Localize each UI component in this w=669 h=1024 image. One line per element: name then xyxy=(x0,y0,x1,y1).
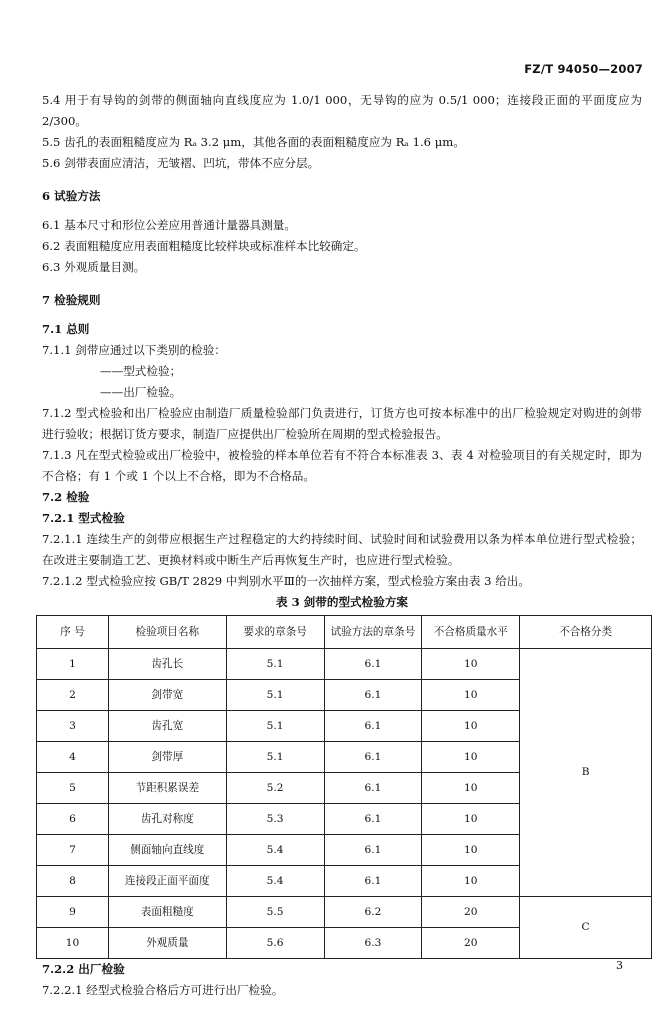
cell: 6.1 xyxy=(324,649,422,680)
cell: 10 xyxy=(422,649,520,680)
clause-7-1-2: 7.1.2 型式检验和出厂检验应由制造厂质量检验部门负责进行，订货方也可按本标准中的出厂检验规定对购进的剑带进行验收；根据订货方要求，制造厂应提供出厂检验所在周期的型式检验报告。 xyxy=(42,406,642,441)
cell: 7 xyxy=(37,835,109,866)
clause-7-1-1: 7.1.1 剑带应通过以下类别的检验： xyxy=(42,343,226,357)
table-caption: 表 3 剑带的型式检验方案 xyxy=(275,595,409,609)
cell: 1 xyxy=(37,649,109,680)
cell: 5 xyxy=(37,773,109,804)
cell: 5.1 xyxy=(226,742,324,773)
cell: 6.2 xyxy=(324,897,422,928)
clause-7-2-2-title: 7.2.2 出厂检验 xyxy=(42,962,125,976)
clause-6-1: 6.1 基本尺寸和形位公差应用普通计量器具测量。 xyxy=(42,218,296,232)
clause-7-2-1-2: 7.2.1.2 型式检验应按 GB/T 2829 中判别水平Ⅲ的一次抽样方案，型式检验方案由表 3 给出。 xyxy=(42,574,530,588)
cell: 5.4 xyxy=(226,866,324,897)
cell: 6.1 xyxy=(324,835,422,866)
clause-6-2: 6.2 表面粗糙度应用表面粗糙度比较样块或标准样本比较确定。 xyxy=(42,239,366,253)
list-item-type-test: ——型式检验； xyxy=(100,364,182,378)
cell: 20 xyxy=(422,897,520,928)
table-row xyxy=(37,649,652,680)
cell: 6 xyxy=(37,804,109,835)
inspection-table xyxy=(36,615,652,959)
clause-7-2-1-title: 7.2.1 型式检验 xyxy=(42,511,125,525)
clause-5-6: 5.6 剑带表面应清洁，无皱褶、凹坑，带体不应分层。 xyxy=(42,156,320,170)
header-cell: 试验方法的章条号 xyxy=(324,616,422,649)
clause-7-2-1-1: 7.2.1.1 连续生产的剑带应根据生产过程稳定的大约持续时间、试验时间和试验费用以条为样本单位进行型式检验；在改进主要制造工艺、更换材料或中断生产后再恢复生产时，也应进行型式检验。 xyxy=(42,532,642,567)
cell: 5.3 xyxy=(226,804,324,835)
cell: 10 xyxy=(422,680,520,711)
clause-7-1-3: 7.1.3 凡在型式检验或出厂检验中，被检验的样本单位若有不符合本标准表 3、表 4 对检验项目的有关规定时，即为不合格；有 1 个或 1 个以上不合格，即为不合格品。 xyxy=(42,448,642,483)
cell: 6.1 xyxy=(324,773,422,804)
cell: 5.1 xyxy=(226,711,324,742)
clause-7-2-2-1: 7.2.2.1 经型式检验合格后方可进行出厂检验。 xyxy=(42,983,284,997)
cell: 表面粗糙度 xyxy=(108,897,226,928)
body-content xyxy=(42,90,642,1001)
clause-7-1-title: 7.1 总则 xyxy=(42,322,90,336)
cell: 9 xyxy=(37,897,109,928)
cell: 剑带厚 xyxy=(108,742,226,773)
standard-code: FZ/T 94050—2007 xyxy=(524,62,643,76)
cell: 10 xyxy=(422,742,520,773)
cell: 节距积累误差 xyxy=(108,773,226,804)
cell: 5.5 xyxy=(226,897,324,928)
cell: 4 xyxy=(37,742,109,773)
cell: 外观质量 xyxy=(108,928,226,959)
clause-6-3: 6.3 外观质量目测。 xyxy=(42,260,146,274)
header-cell: 要求的章条号 xyxy=(226,616,324,649)
cell: 6.1 xyxy=(324,804,422,835)
cell: 侧面轴向直线度 xyxy=(108,835,226,866)
cell: 5.2 xyxy=(226,773,324,804)
cell: 齿孔长 xyxy=(108,649,226,680)
class-b-cell: B xyxy=(520,649,652,897)
class-c-cell: C xyxy=(520,897,652,959)
clause-7-2-title: 7.2 检验 xyxy=(42,490,90,504)
cell: 剑带宽 xyxy=(108,680,226,711)
cell: 6.1 xyxy=(324,680,422,711)
section-7-title: 7 检验规则 xyxy=(42,293,101,307)
cell: 8 xyxy=(37,866,109,897)
table-row xyxy=(37,897,652,928)
section-6-title: 6 试验方法 xyxy=(42,189,101,203)
cell: 10 xyxy=(422,711,520,742)
clause-5-5: 5.5 齿孔的表面粗糙度应为 Rₐ 3.2 μm，其他各面的表面粗糙度应为 Rₐ 1.6 μm。 xyxy=(42,135,465,149)
list-item-factory-test: ——出厂检验。 xyxy=(100,385,182,399)
header-cell: 检验项目名称 xyxy=(108,616,226,649)
cell: 6.3 xyxy=(324,928,422,959)
header-cell: 不合格质量水平 xyxy=(422,616,520,649)
clause-5-4: 5.4 用于有导钩的剑带的侧面轴向直线度应为 1.0/1 000，无导钩的应为 0.5/1 000；连接段正面的平面度应为 2/300。 xyxy=(42,93,642,128)
cell: 5.4 xyxy=(226,835,324,866)
table-header-row xyxy=(37,616,652,649)
header-cell: 不合格分类 xyxy=(520,616,652,649)
cell: 3 xyxy=(37,711,109,742)
cell: 5.6 xyxy=(226,928,324,959)
cell: 10 xyxy=(422,773,520,804)
cell: 5.1 xyxy=(226,680,324,711)
cell: 2 xyxy=(37,680,109,711)
cell: 10 xyxy=(422,866,520,897)
cell: 6.1 xyxy=(324,742,422,773)
cell: 齿孔宽 xyxy=(108,711,226,742)
cell: 10 xyxy=(37,928,109,959)
cell: 连接段正面平面度 xyxy=(108,866,226,897)
cell: 20 xyxy=(422,928,520,959)
cell: 5.1 xyxy=(226,649,324,680)
page-number: 3 xyxy=(616,959,623,972)
header-cell: 序 号 xyxy=(37,616,109,649)
cell: 6.1 xyxy=(324,866,422,897)
cell: 10 xyxy=(422,835,520,866)
cell: 10 xyxy=(422,804,520,835)
cell: 6.1 xyxy=(324,711,422,742)
cell: 齿孔对称度 xyxy=(108,804,226,835)
